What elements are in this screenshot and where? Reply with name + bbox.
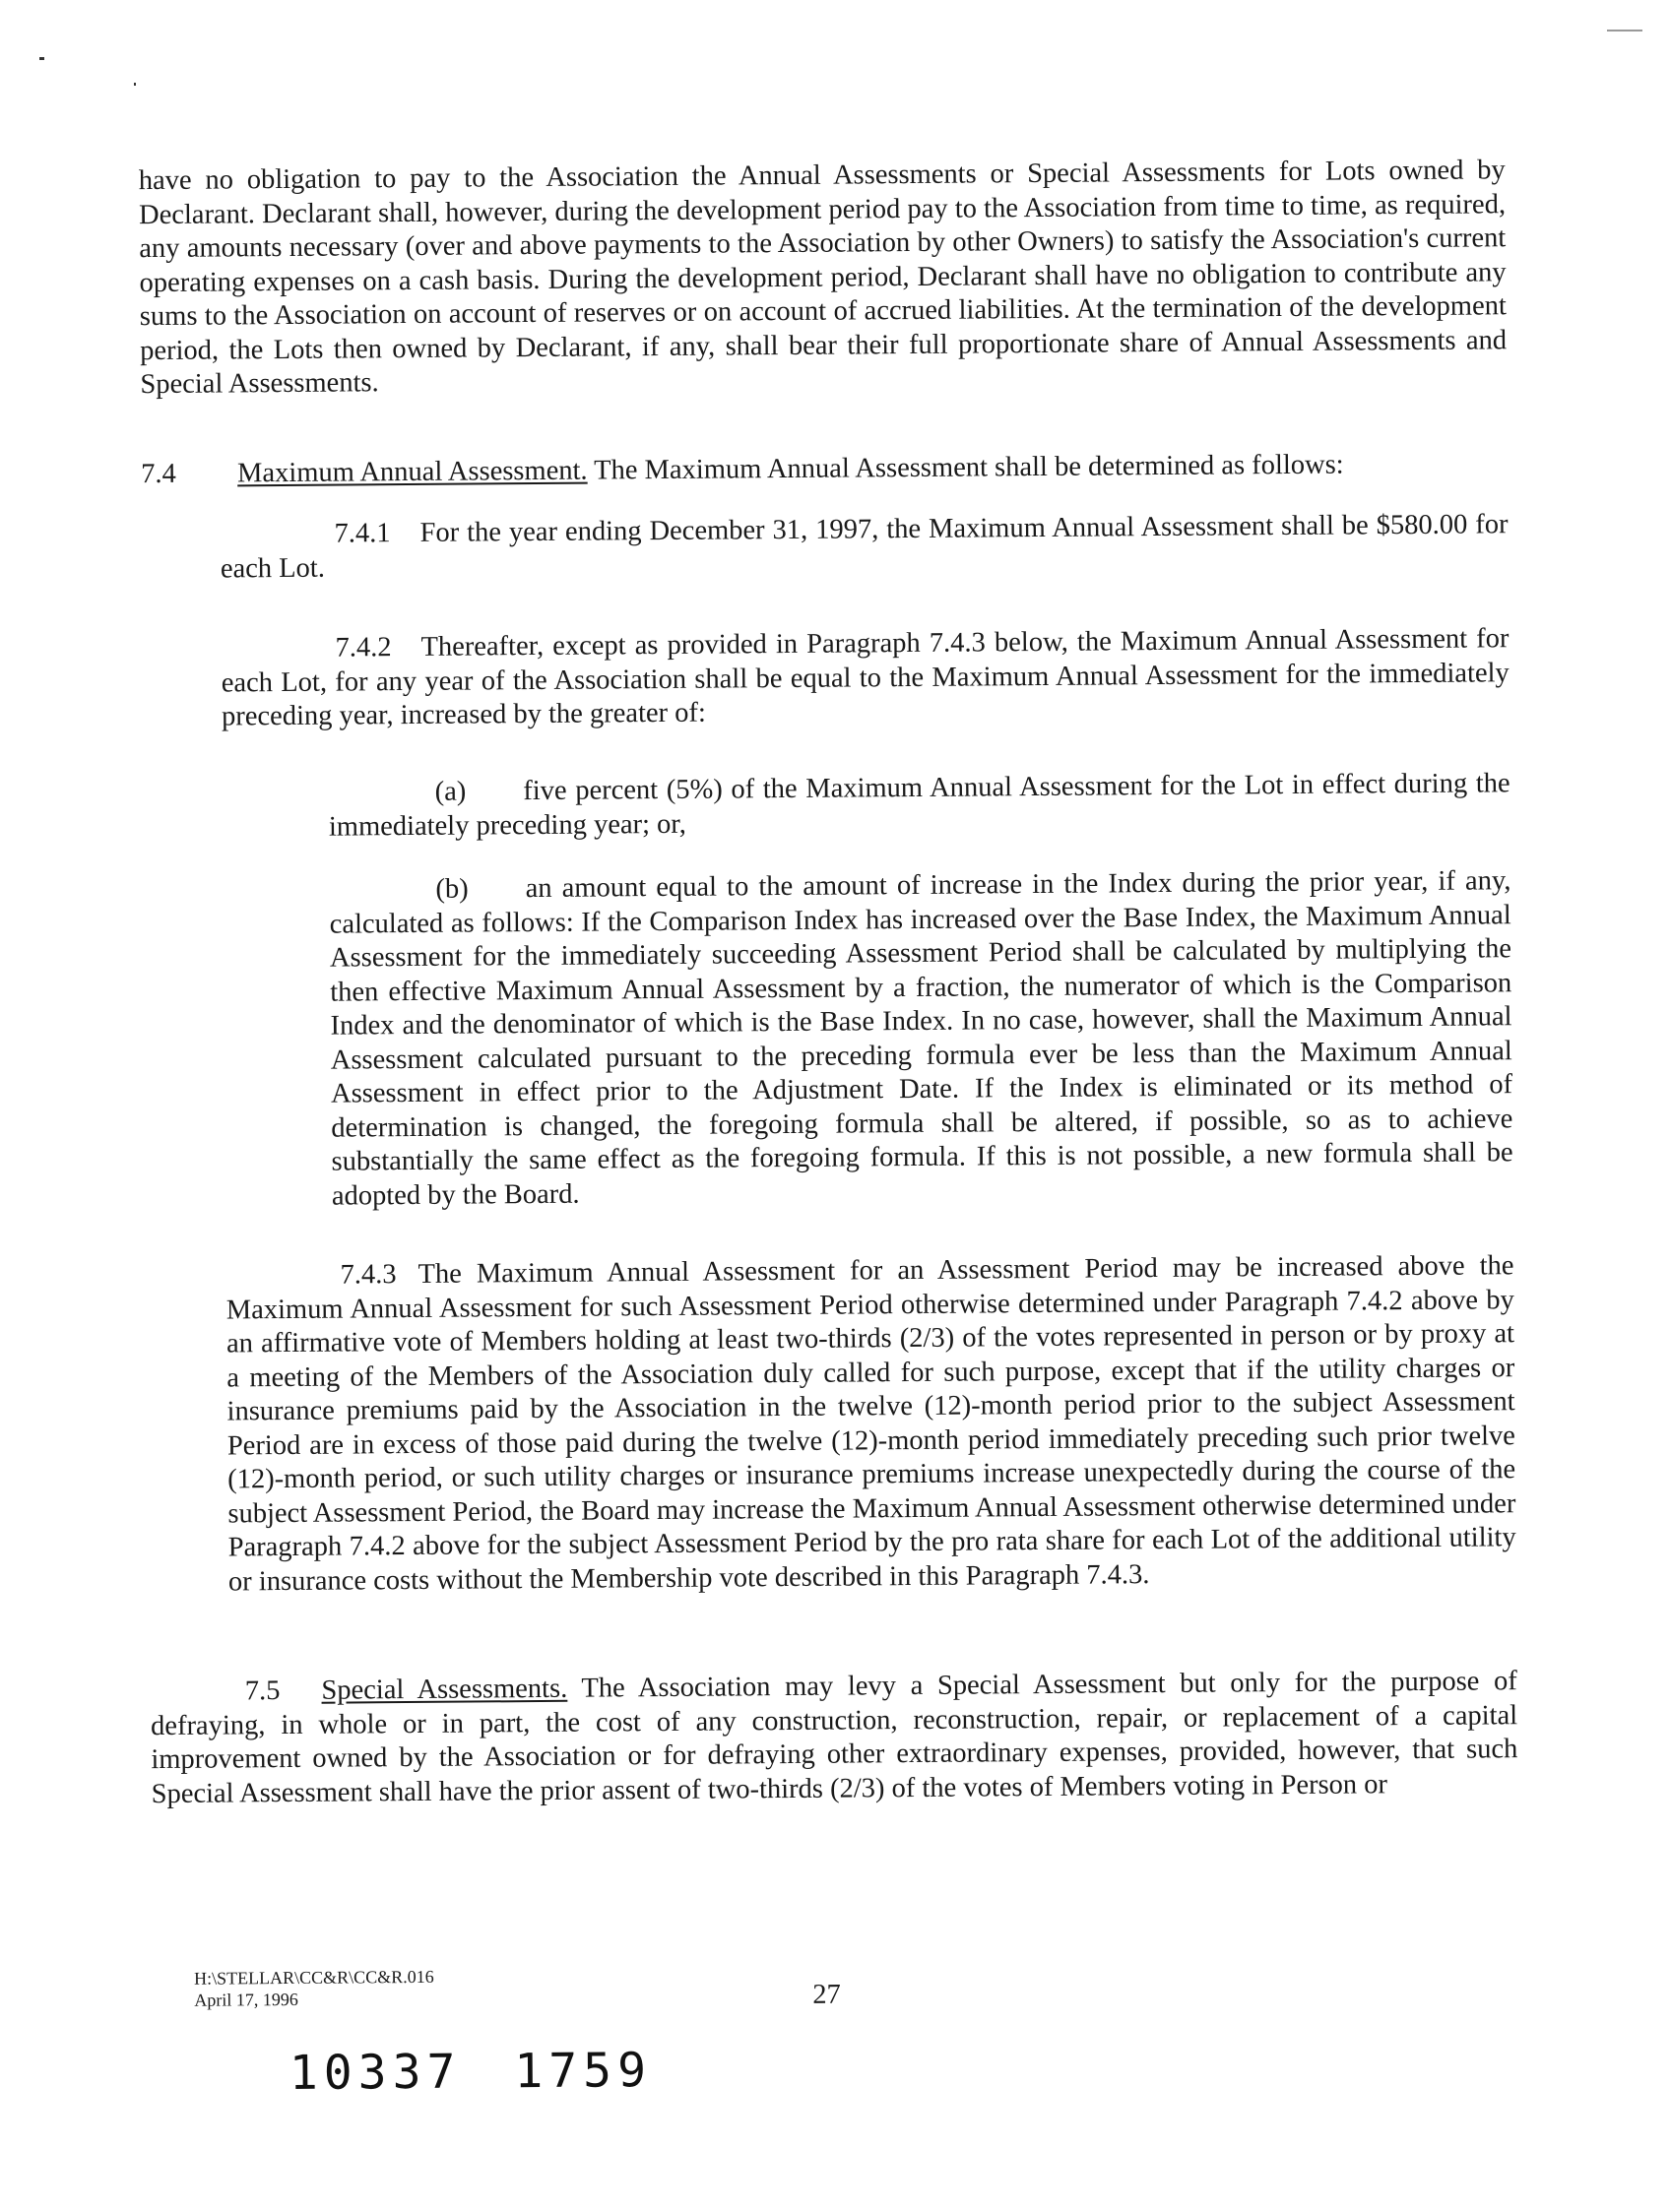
section-7-5	[151, 1665, 1518, 1811]
section-number: 7.4.1	[334, 518, 391, 549]
subsection-label: (a)	[434, 776, 467, 807]
section-text: Thereafter, except as provided in Paragraph 7.4.3 below, the Maximum Annual Assessment for each Lot, for any year of the Association shall be equal to the Maximum Annual Assessment for the immediately preceding year, increased by the greater of:	[221, 623, 1509, 732]
section-text: The Association may levy a Special Assessment but only for the purpose of defraying, in whole or in part, the cost of any construction, reconstruction, repair, or replacement of a capital improvement owned by the Association or for defraying other extraordinary expenses, provided, however, that such Special Assessment shall have the prior assent of two-thirds (2/3) of the votes of Members voting in Person or	[150, 1666, 1518, 1809]
section-number: 7.4	[141, 458, 176, 490]
section-number: 7.4.2	[335, 632, 392, 664]
stamp-page-number: 1759	[514, 2043, 653, 2100]
subsection-text: five percent (5%) of the Maximum Annual Assessment for the Lot in effect during the immediately preceding year; or,	[328, 768, 1510, 843]
subsection-label: (b)	[435, 873, 469, 905]
page-number: 27	[812, 1979, 841, 2010]
footer-file-path: H:\STELLAR\CC&R\CC&R.016	[194, 1966, 434, 1989]
footer-date: April 17, 1996	[194, 1989, 298, 2010]
section-text: For the year ending December 31, 1997, the Maximum Annual Assessment shall be $580.00 for each Lot.	[220, 509, 1509, 585]
section-heading: Maximum Annual Assessment.	[236, 455, 588, 489]
section-heading: Special Assessments.	[321, 1673, 568, 1706]
section-number: 7.5	[244, 1675, 281, 1707]
intro-paragraph: have no obligation to pay to the Association the Annual Assessments or Special Assessments for Lots owned by Declarant. Declarant shall, however, during the development period pay to the Association from time to time, as required, any amounts necessary (over and above payments to the Association by other Owners) to satisfy the Association's current operating expenses on a cash basis. During the development period, Declarant shall have no obligation to contribute any sums to the Association on account of reserves or on account of accrued liabilities. At the termination of the development period, the Lots then owned by Declarant, if any, shall bear their full proportionate share of Annual Assessments and Special Assessments.	[138, 155, 1508, 401]
recording-stamp	[289, 2043, 653, 2101]
subsection-a	[329, 767, 1511, 844]
stamp-book-number: 10337	[289, 2044, 462, 2102]
section-number: 7.4.3	[340, 1259, 397, 1291]
subsection-text: an amount equal to the amount of increase in the Index during the prior year, if any, calculated as follows: If the Comparison Index has increased over the Base Index, the Maximum Annual Assessment for the immediately succeeding Assessment Period shall be calculated by multiplying the then effective Maximum Annual Assessment by a fraction, the numerator of which is the Comparison Index and the denominator of which is the Base Index. In no case, however, shall the Maximum Annual Assessment calculated pursuant to the preceding formula ever be less than the Maximum Annual Assessment in effect prior to the Adjustment Date. If the Index is eliminated or its method of determination is changed, the foregoing formula shall be altered, if possible, so as to achieve substantially the same effect as the foregoing formula. If this is not possible, a new formula shall be adopted by the Board.	[329, 865, 1513, 1212]
section-text: The Maximum Annual Assessment for an Assessment Period may be increased above the Maximum Annual Assessment for such Assessment Period otherwise determined under Paragraph 7.4.2 above by an affirmative vote of Members holding at least two-thirds (2/3) of the votes represented in person or by proxy at a meeting of the Members of the Association duly called for such purpose, except that if the utility charges or insurance premiums paid by the Association in the twelve (12)-month period prior to the subject Assessment Period are in excess of those paid during the twelve (12)-month period immediately preceding such prior twelve (12)-month period, or such utility charges or insurance premiums increase unexpectedly during the course of the subject Assessment Period, the Board may increase the Maximum Annual Assessment otherwise determined under Paragraph 7.4.2 above for the subject Assessment Period by the pro rata share for each Lot of the additional utility or insurance costs without the Membership vote described in this Paragraph 7.4.3.	[225, 1250, 1516, 1597]
section-7-4-1	[220, 508, 1509, 586]
section-7-4	[141, 447, 1508, 491]
section-7-4-2	[221, 622, 1509, 734]
subsection-b	[329, 864, 1513, 1213]
section-7-4-3	[225, 1249, 1516, 1599]
section-text: The Maximum Annual Assessment shall be determined as follows:	[587, 449, 1344, 486]
